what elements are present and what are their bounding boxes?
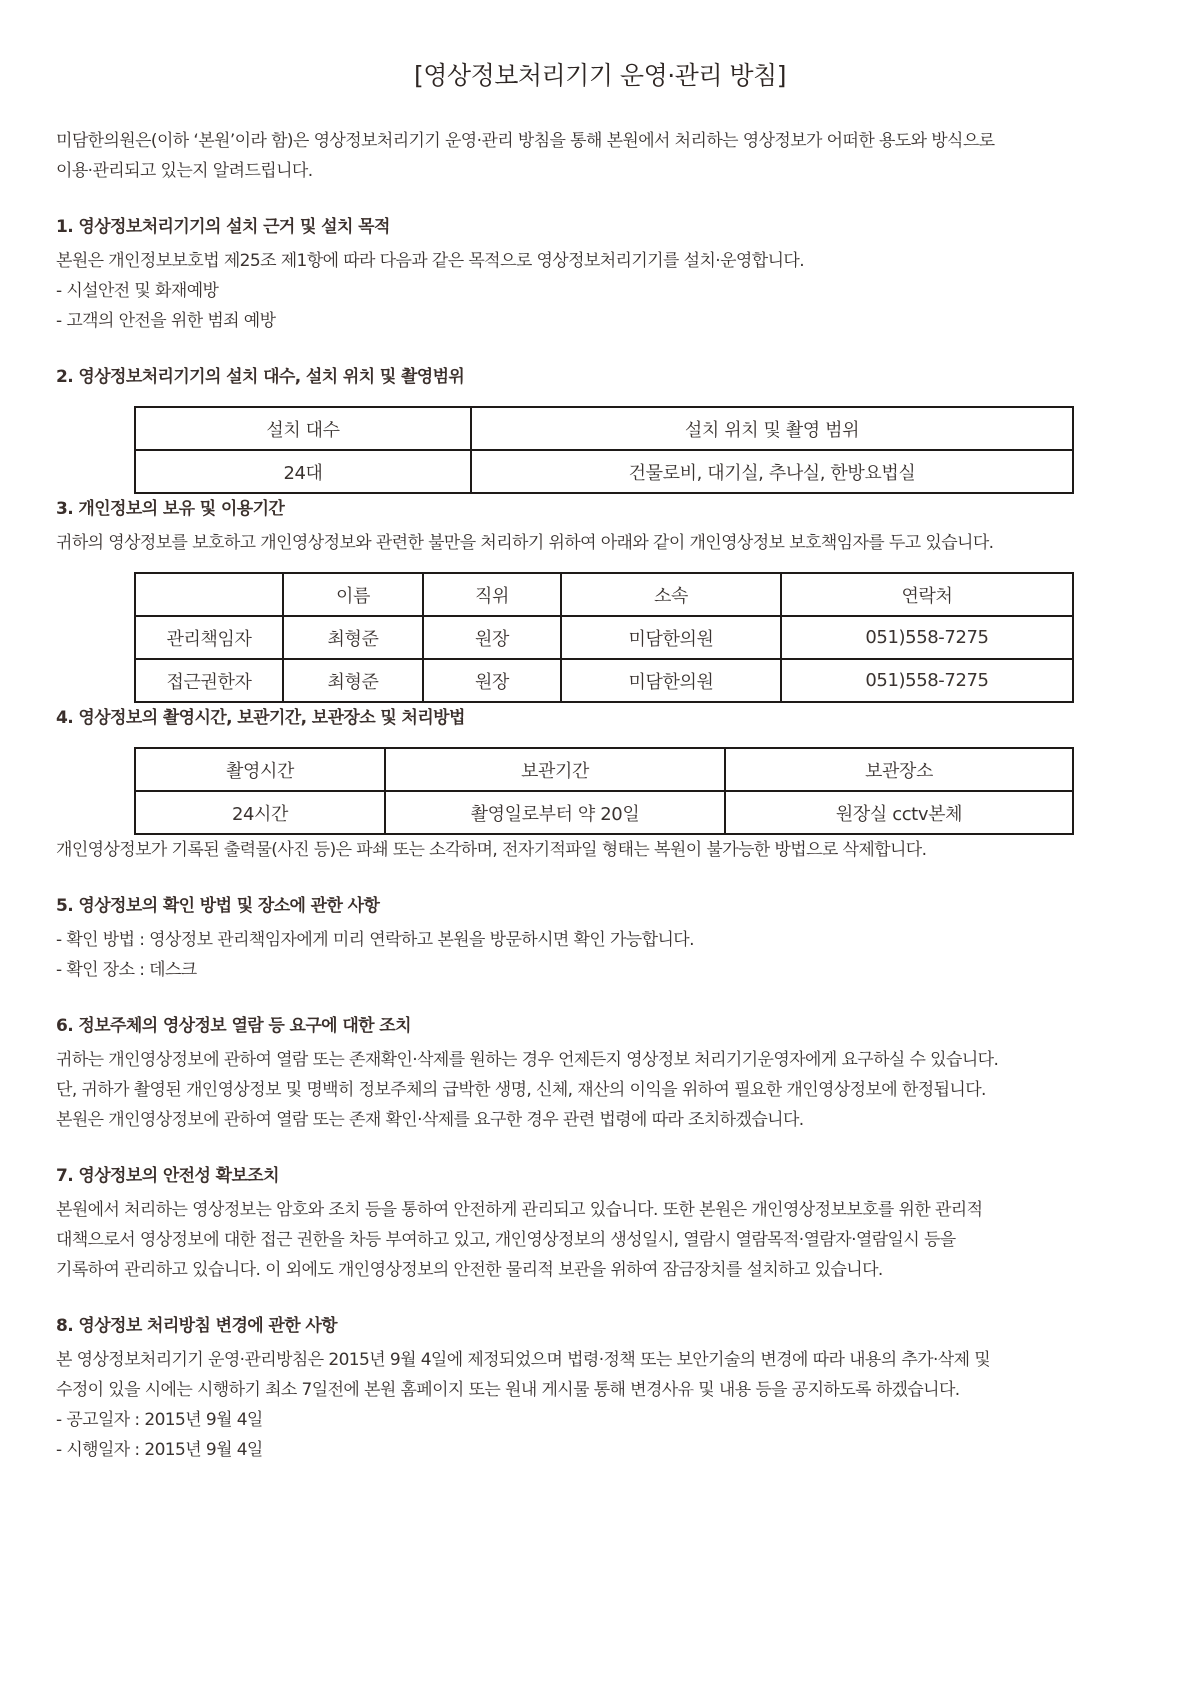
section-line: - 시행일자 : 2015년 9월 4일 (56, 1440, 263, 1460)
intro-line: 미담한의원은(이하 ‘본원’이라 함)은 영상정보처리기기 운영·관리 방침을 통해 본원에서 처리하는 영상정보가 어떠한 용도와 방식으로 (56, 131, 995, 151)
table-cell: 미담한의원 (561, 659, 781, 702)
section-line: - 고객의 안전을 위한 범죄 예방 (56, 311, 276, 331)
table-header-cell: 설치 위치 및 촬영 범위 (471, 407, 1073, 450)
table-row (135, 616, 1073, 659)
table-header-cell: 촬영시간 (135, 748, 385, 791)
section-line: 본원은 개인정보보호법 제25조 제1항에 따라 다음과 같은 목적으로 영상정보처리기기를 설치·운영합니다. (56, 251, 805, 271)
section-8 (56, 1311, 1144, 1465)
table-header-cell (135, 573, 283, 616)
table-header-row (135, 573, 1073, 616)
table-cell: 촬영일로부터 약 20일 (385, 791, 725, 834)
table-cell: 원장실 cctv본체 (725, 791, 1073, 834)
responsible-person-table (134, 572, 1074, 703)
section-6 (56, 1011, 1144, 1135)
table-header-cell: 연락처 (781, 573, 1073, 616)
section-heading: 6. 정보주체의 영상정보 열람 등 요구에 대한 조치 (56, 1016, 411, 1036)
document-title: [영상정보처리기기 운영·관리 방침] (414, 61, 786, 90)
section-line: 기록하여 관리하고 있습니다. 이 외에도 개인영상정보의 안전한 물리적 보관을 위하여 잠금장치를 설치하고 있습니다. (56, 1260, 883, 1280)
table-header-cell: 직위 (423, 573, 561, 616)
table-header-cell: 보관기간 (385, 748, 725, 791)
section-2 (56, 362, 1144, 494)
table-row (135, 791, 1073, 834)
table-cell: 24대 (135, 450, 471, 493)
table-header-cell: 설치 대수 (135, 407, 471, 450)
section-heading: 8. 영상정보 처리방침 변경에 관한 사항 (56, 1316, 338, 1336)
section-line: - 시설안전 및 화재예방 (56, 281, 219, 301)
table-header-cell: 보관장소 (725, 748, 1073, 791)
section-3 (56, 494, 1144, 703)
table-cell: 건물로비, 대기실, 추나실, 한방요법실 (471, 450, 1073, 493)
section-line: 수정이 있을 시에는 시행하기 최소 7일전에 본원 홈페이지 또는 원내 게시물 통해 변경사유 및 내용 등을 공지하도록 하겠습니다. (56, 1380, 960, 1400)
section-line: - 확인 장소 : 데스크 (56, 960, 197, 980)
table-header-row (135, 407, 1073, 450)
section-heading: 3. 개인정보의 보유 및 이용기간 (56, 499, 285, 519)
section-line: 본원에서 처리하는 영상정보는 암호와 조치 등을 통하여 안전하게 관리되고 있습니다. 또한 본원은 개인영상정보보호를 위한 관리적 (56, 1200, 983, 1220)
retention-table (134, 747, 1074, 835)
section-5 (56, 891, 1144, 985)
section-line: - 공고일자 : 2015년 9월 4일 (56, 1410, 263, 1430)
section-line: 단, 귀하가 촬영된 개인영상정보 및 명백히 정보주체의 급박한 생명, 신체, 재산의 이익을 위하여 필요한 개인영상정보에 한정됩니다. (56, 1080, 986, 1100)
section-heading: 2. 영상정보처리기기의 설치 대수, 설치 위치 및 촬영범위 (56, 367, 465, 387)
table-cell: 24시간 (135, 791, 385, 834)
intro-paragraph (56, 126, 1144, 186)
table-cell: 원장 (423, 616, 561, 659)
section-line: 개인영상정보가 기록된 출력물(사진 등)은 파쇄 또는 소각하며, 전자기적파일 형태는 복원이 불가능한 방법으로 삭제합니다. (56, 840, 927, 860)
table-header-cell: 소속 (561, 573, 781, 616)
table-cell: 051)558-7275 (781, 659, 1073, 702)
table-cell: 미담한의원 (561, 616, 781, 659)
table-cell: 원장 (423, 659, 561, 702)
table-header-row (135, 748, 1073, 791)
table-row (135, 659, 1073, 702)
table-cell: 최형준 (283, 659, 423, 702)
section-4 (56, 703, 1144, 865)
intro-line: 이용·관리되고 있는지 알려드립니다. (56, 161, 313, 181)
section-1 (56, 212, 1144, 336)
table-header-cell: 이름 (283, 573, 423, 616)
section-7 (56, 1161, 1144, 1285)
section-heading: 1. 영상정보처리기기의 설치 근거 및 설치 목적 (56, 217, 390, 237)
section-heading: 7. 영상정보의 안전성 확보조치 (56, 1166, 279, 1186)
section-heading: 4. 영상정보의 촬영시간, 보관기간, 보관장소 및 처리방법 (56, 708, 465, 728)
section-line: 귀하는 개인영상정보에 관하여 열람 또는 존재확인·삭제를 원하는 경우 언제든지 영상정보 처리기기운영자에게 요구하실 수 있습니다. (56, 1050, 999, 1070)
section-line: 본원은 개인영상정보에 관하여 열람 또는 존재 확인·삭제를 요구한 경우 관련 법령에 따라 조치하겠습니다. (56, 1110, 804, 1130)
table-cell: 최형준 (283, 616, 423, 659)
table-cell: 051)558-7275 (781, 616, 1073, 659)
section-line: - 확인 방법 : 영상정보 관리책임자에게 미리 연락하고 본원을 방문하시면 확인 가능합니다. (56, 930, 694, 950)
table-row (135, 450, 1073, 493)
table-cell: 관리책임자 (135, 616, 283, 659)
section-line: 본 영상정보처리기기 운영·관리방침은 2015년 9월 4일에 제정되었으며 법령·정책 또는 보안기술의 변경에 따라 내용의 추가·삭제 및 (56, 1350, 991, 1370)
section-line: 대책으로서 영상정보에 대한 접근 권한을 차등 부여하고 있고, 개인영상정보의 생성일시, 열람시 열람목적·열람자·열람일시 등을 (56, 1230, 956, 1250)
table-cell: 접근권한자 (135, 659, 283, 702)
section-line: 귀하의 영상정보를 보호하고 개인영상정보와 관련한 불만을 처리하기 위하여 아래와 같이 개인영상정보 보호책임자를 두고 있습니다. (56, 533, 994, 553)
installation-table (134, 406, 1074, 494)
section-heading: 5. 영상정보의 확인 방법 및 장소에 관한 사항 (56, 896, 380, 916)
